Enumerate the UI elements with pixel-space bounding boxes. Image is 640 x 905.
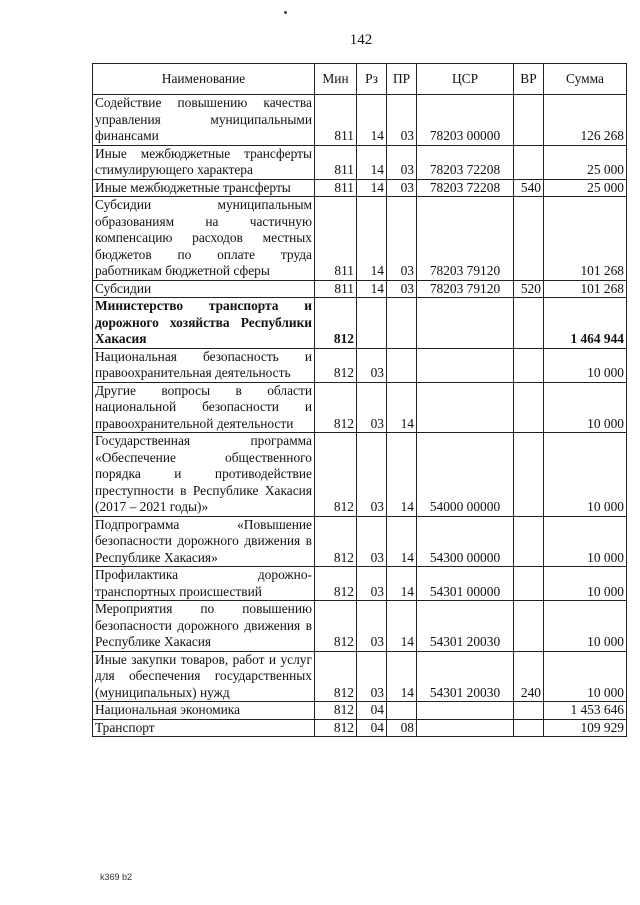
row-pr <box>387 348 417 382</box>
row-name: Национальная экономика <box>93 702 315 720</box>
row-rz: 03 <box>357 601 387 652</box>
table-body <box>93 95 627 737</box>
row-sum: 109 929 <box>544 719 627 737</box>
row-csr <box>417 702 514 720</box>
row-min: 812 <box>315 433 357 517</box>
row-pr: 08 <box>387 719 417 737</box>
row-rz <box>357 298 387 349</box>
row-rz: 14 <box>357 95 387 146</box>
row-csr: 78203 72208 <box>417 145 514 179</box>
row-pr: 03 <box>387 197 417 281</box>
row-pr: 03 <box>387 179 417 197</box>
header-sum: Сумма <box>544 64 627 95</box>
row-vr <box>514 702 544 720</box>
row-name: Иные межбюджетные трансферты <box>93 179 315 197</box>
row-vr <box>514 197 544 281</box>
row-pr: 03 <box>387 280 417 298</box>
row-pr: 14 <box>387 516 417 567</box>
row-pr: 14 <box>387 382 417 433</box>
row-min: 812 <box>315 719 357 737</box>
row-name: Транспорт <box>93 719 315 737</box>
row-sum: 10 000 <box>544 382 627 433</box>
row-name: Национальная безопасность и правоохранительная деятельность <box>93 348 315 382</box>
table-row <box>93 298 627 349</box>
table-row <box>93 601 627 652</box>
row-csr: 54301 20030 <box>417 601 514 652</box>
table-row <box>93 145 627 179</box>
row-name: Подпрограмма «Повышение безопасности дорожного движения в Республике Хакасия» <box>93 516 315 567</box>
row-min: 812 <box>315 516 357 567</box>
row-min: 811 <box>315 95 357 146</box>
table-row <box>93 651 627 702</box>
row-sum: 1 464 944 <box>544 298 627 349</box>
row-min: 812 <box>315 651 357 702</box>
row-csr: 54301 20030 <box>417 651 514 702</box>
row-csr: 78203 72208 <box>417 179 514 197</box>
row-sum: 10 000 <box>544 651 627 702</box>
row-rz: 14 <box>357 145 387 179</box>
row-vr <box>514 382 544 433</box>
table-header-row <box>93 64 627 95</box>
row-rz: 14 <box>357 179 387 197</box>
row-min: 812 <box>315 348 357 382</box>
row-vr <box>514 348 544 382</box>
row-name: Профилактика дорожно-транспортных происшествий <box>93 567 315 601</box>
row-csr: 78203 79120 <box>417 197 514 281</box>
row-name: Другие вопросы в области национальной безопасности и правоохранительной деятельности <box>93 382 315 433</box>
header-pr: ПР <box>387 64 417 95</box>
budget-table <box>92 63 627 737</box>
footer-code: k369 b2 <box>100 872 133 882</box>
row-min: 811 <box>315 280 357 298</box>
row-vr <box>514 145 544 179</box>
table-row <box>93 719 627 737</box>
row-csr: 54300 00000 <box>417 516 514 567</box>
row-min: 812 <box>315 567 357 601</box>
row-sum: 101 268 <box>544 197 627 281</box>
header-csr: ЦСР <box>417 64 514 95</box>
row-sum: 25 000 <box>544 145 627 179</box>
row-min: 812 <box>315 382 357 433</box>
row-pr: 03 <box>387 95 417 146</box>
row-vr: 240 <box>514 651 544 702</box>
row-min: 812 <box>315 601 357 652</box>
table-row <box>93 95 627 146</box>
header-vr: ВР <box>514 64 544 95</box>
page-number: 142 <box>349 32 373 48</box>
row-min: 811 <box>315 179 357 197</box>
row-name: Министерство транспорта и дорожного хозяйства Республики Хакасия <box>93 298 315 349</box>
row-rz: 03 <box>357 567 387 601</box>
table-row <box>93 382 627 433</box>
row-vr <box>514 601 544 652</box>
scan-speck <box>284 11 287 14</box>
row-rz: 03 <box>357 348 387 382</box>
table-row <box>93 516 627 567</box>
row-pr: 14 <box>387 651 417 702</box>
row-min: 812 <box>315 298 357 349</box>
row-sum: 101 268 <box>544 280 627 298</box>
table-row <box>93 197 627 281</box>
row-rz: 03 <box>357 382 387 433</box>
row-sum: 10 000 <box>544 433 627 517</box>
header-name: Наименование <box>93 64 315 95</box>
row-rz: 03 <box>357 516 387 567</box>
row-csr: 78203 00000 <box>417 95 514 146</box>
table-row <box>93 179 627 197</box>
row-pr: 14 <box>387 433 417 517</box>
row-csr <box>417 382 514 433</box>
table-row <box>93 433 627 517</box>
row-pr <box>387 298 417 349</box>
row-vr <box>514 433 544 517</box>
row-csr <box>417 719 514 737</box>
row-sum: 10 000 <box>544 567 627 601</box>
row-vr: 520 <box>514 280 544 298</box>
row-name: Содействие повышению качества управления муниципальными финансами <box>93 95 315 146</box>
row-rz: 03 <box>357 433 387 517</box>
row-sum: 10 000 <box>544 516 627 567</box>
row-name: Мероприятия по повышению безопасности дорожного движения в Республике Хакасия <box>93 601 315 652</box>
row-name: Иные межбюджетные трансферты стимулирующего характера <box>93 145 315 179</box>
row-name: Государственная программа «Обеспечение общественного порядка и противодействие преступности в Республике Хакасия (2017 – 2021 годы)» <box>93 433 315 517</box>
row-rz: 04 <box>357 719 387 737</box>
row-pr <box>387 702 417 720</box>
row-vr <box>514 298 544 349</box>
row-name: Субсидии <box>93 280 315 298</box>
row-name: Иные закупки товаров, работ и услуг для обеспечения государственных (муниципальных) нужд <box>93 651 315 702</box>
table-row <box>93 567 627 601</box>
row-sum: 25 000 <box>544 179 627 197</box>
row-csr <box>417 348 514 382</box>
row-csr: 54301 00000 <box>417 567 514 601</box>
row-vr <box>514 719 544 737</box>
row-sum: 1 453 646 <box>544 702 627 720</box>
row-pr: 14 <box>387 601 417 652</box>
row-sum: 10 000 <box>544 601 627 652</box>
table-row <box>93 702 627 720</box>
row-sum: 10 000 <box>544 348 627 382</box>
row-min: 811 <box>315 197 357 281</box>
row-pr: 14 <box>387 567 417 601</box>
row-rz: 03 <box>357 651 387 702</box>
row-rz: 14 <box>357 197 387 281</box>
header-rz: Рз <box>357 64 387 95</box>
row-vr <box>514 567 544 601</box>
row-min: 812 <box>315 702 357 720</box>
row-vr <box>514 516 544 567</box>
table-row <box>93 348 627 382</box>
row-min: 811 <box>315 145 357 179</box>
table-row <box>93 280 627 298</box>
row-csr: 78203 79120 <box>417 280 514 298</box>
row-csr <box>417 298 514 349</box>
row-sum: 126 268 <box>544 95 627 146</box>
row-pr: 03 <box>387 145 417 179</box>
row-name: Субсидии муниципальным образованиям на частичную компенсацию расходов местных бюджетов по оплате труда работникам бюджетной сферы <box>93 197 315 281</box>
row-vr: 540 <box>514 179 544 197</box>
header-min: Мин <box>315 64 357 95</box>
row-rz: 14 <box>357 280 387 298</box>
row-vr <box>514 95 544 146</box>
row-csr: 54000 00000 <box>417 433 514 517</box>
row-rz: 04 <box>357 702 387 720</box>
